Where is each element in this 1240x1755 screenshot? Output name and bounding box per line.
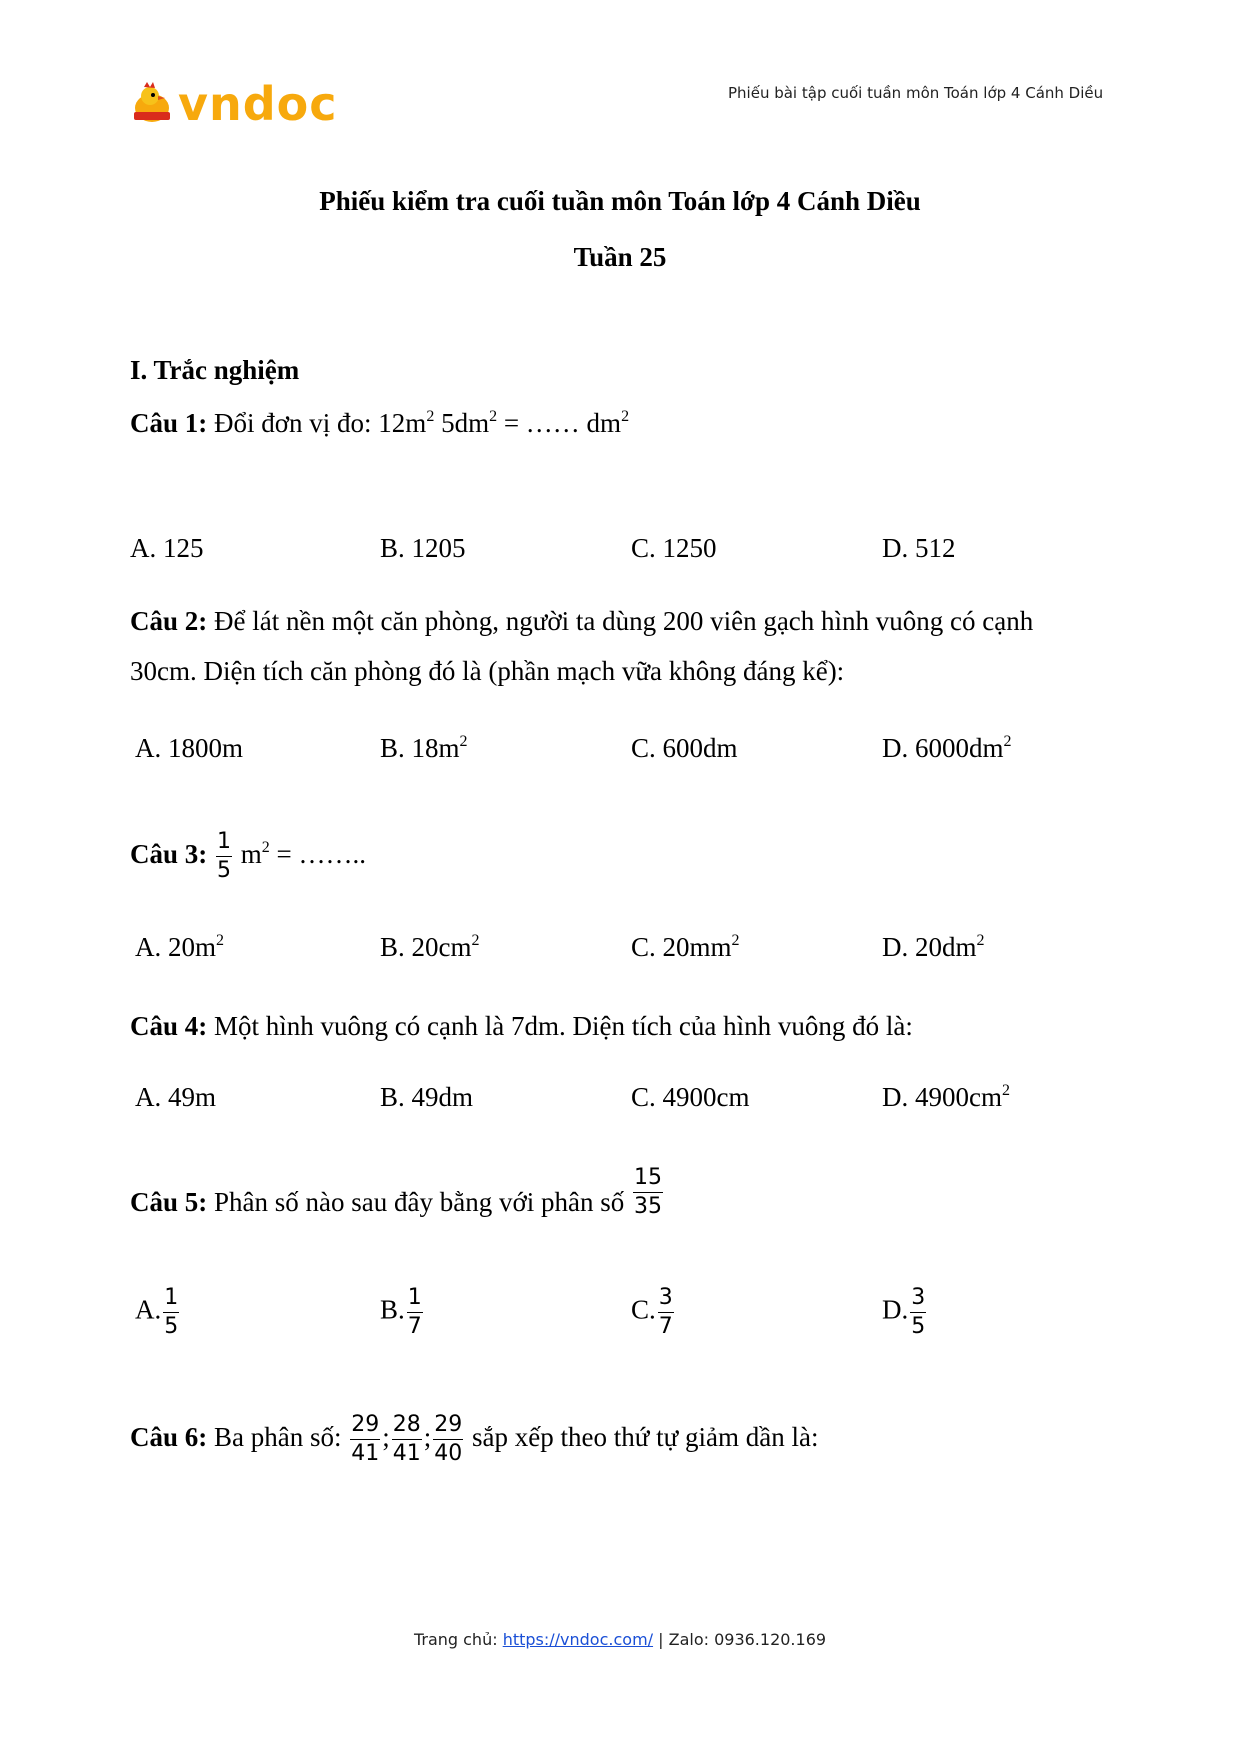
logo-wordmark: vndoc: [178, 77, 338, 131]
q4-option-c[interactable]: C. 4900cm: [631, 1082, 750, 1112]
q3-option-c[interactable]: C. $20mm^2$: [631, 932, 740, 962]
q5-option-b[interactable]: B. $\frac{1}{7}$: [380, 1285, 422, 1339]
q4-option-a[interactable]: A. 49m: [135, 1082, 216, 1112]
fraction: $\frac{29}{41}$: [351, 1412, 380, 1467]
question-label: Câu 1:: [130, 408, 208, 438]
chicken-mascot-icon: [130, 82, 176, 126]
question-6: Câu 6: Ba phân số: $\frac{29}{41}$ ; $\frac{28}{41}$ ; $\frac{29}{40}$ sắp xếp theo thứ tự giảm dần là:: [130, 1412, 819, 1467]
page-title: Phiếu kiểm tra cuối tuần môn Toán lớp 4 Cánh Diều: [319, 186, 921, 216]
q1-option-b[interactable]: B. 1205: [380, 533, 466, 563]
question-5: Câu 5: Phân số nào sau đây bằng với phân số $\frac{15}{35}$: [130, 1165, 662, 1220]
q2-option-a[interactable]: A. 1800m: [135, 733, 243, 763]
q2-option-b[interactable]: B. $18m^2$: [380, 733, 468, 763]
question-3: Câu 3: $\frac{1}{5}$ $m^2$ = ……..: [130, 829, 367, 884]
question-label: Câu 6:: [130, 1422, 208, 1452]
fraction: $\frac{3}{5}$: [911, 1285, 926, 1339]
q3-option-b[interactable]: B. $20cm^2$: [380, 932, 480, 962]
q5-option-c[interactable]: C. $\frac{3}{7}$: [631, 1285, 673, 1339]
fraction: $\frac{15}{35}$: [634, 1165, 662, 1220]
q1-option-a[interactable]: A. 125: [130, 533, 204, 563]
question-2: Câu 2: Để lát nền một căn phòng, người ta dùng 200 viên gạch hình vuông có cạnh: [130, 606, 1034, 636]
q3-option-a[interactable]: A. $20m^2$: [135, 932, 224, 962]
q5-option-d[interactable]: D. $\frac{3}{5}$: [882, 1285, 926, 1339]
q2-option-d[interactable]: D. $6000dm^2$: [882, 733, 1012, 763]
question-label: Câu 5:: [130, 1187, 208, 1217]
page-subtitle: Tuần 25: [573, 242, 667, 272]
q1-option-d[interactable]: D. 512: [882, 533, 956, 563]
header-doc-label: Phiếu bài tập cuối tuần môn Toán lớp 4 Cánh Diều: [728, 84, 1104, 102]
question-4: Câu 4: Một hình vuông có cạnh là 7dm. Diện tích của hình vuông đó là:: [130, 1011, 913, 1041]
fraction: $\frac{1}{7}$: [407, 1285, 422, 1339]
q1-option-c[interactable]: C. 1250: [631, 533, 717, 563]
homepage-link[interactable]: https://vndoc.com/: [502, 1630, 654, 1649]
q4-option-b[interactable]: B. 49dm: [380, 1082, 474, 1112]
fraction: $\frac{1}{5}$: [164, 1285, 179, 1339]
vndoc-logo: [130, 76, 340, 136]
fraction: $\frac{29}{40}$: [434, 1412, 463, 1467]
question-2-line-2: 30cm. Diện tích căn phòng đó là (phần mạch vữa không đáng kể):: [130, 656, 845, 686]
fraction: $\frac{3}{7}$: [658, 1285, 673, 1339]
question-label: Câu 2:: [130, 606, 208, 636]
question-label: Câu 4:: [130, 1011, 208, 1041]
question-1: Câu 1: Đổi đơn vị đo: $12m^2$ $5dm^2$ = …… $dm^2$: [130, 408, 630, 438]
q5-option-a[interactable]: A. $\frac{1}{5}$: [135, 1285, 179, 1339]
q2-option-c[interactable]: C. 600dm: [631, 733, 738, 763]
q3-option-d[interactable]: D. $20dm^2$: [882, 932, 985, 962]
page-footer: Trang chủ: https://vndoc.com/ | Zalo: 0936.120.169: [413, 1630, 827, 1649]
q4-option-d[interactable]: D. $4900cm^2$: [882, 1082, 1010, 1112]
question-label: Câu 3:: [130, 839, 208, 869]
section-heading: I. Trắc nghiệm: [130, 355, 300, 385]
fraction: $\frac{28}{41}$: [392, 1412, 421, 1467]
fraction: $\frac{1}{5}$: [217, 829, 232, 884]
